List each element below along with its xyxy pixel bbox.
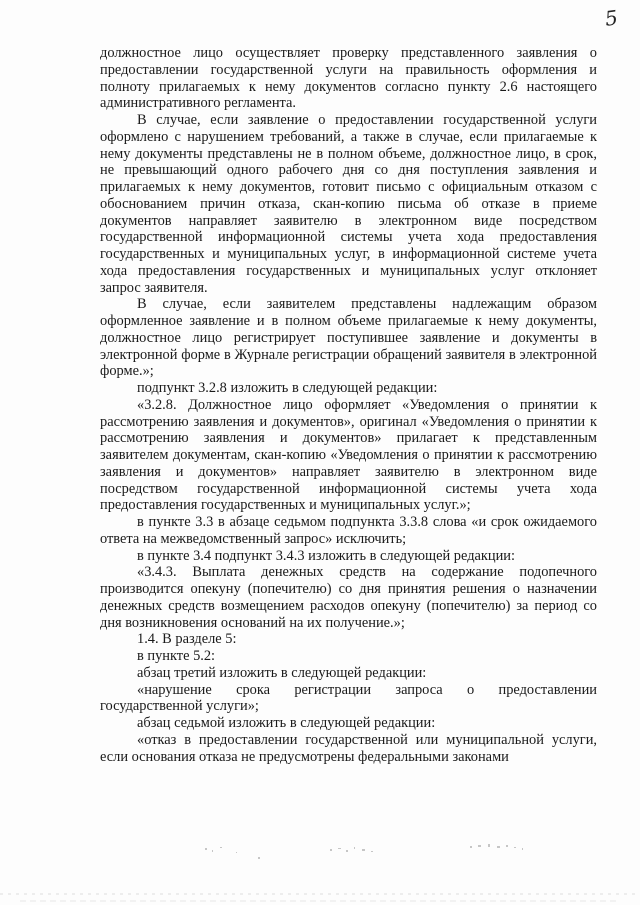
- paragraph: должностное лицо осуществляет проверку представленного заявления о предоставлении государственной услуги на правильность оформления и полноту прилагаемых к нему документов согласно пункту 2.6 настоящего административного регламента.: [100, 45, 597, 112]
- paragraph: в пункте 3.4 подпункт 3.4.3 изложить в следующей редакции:: [137, 547, 516, 564]
- page-number: 5: [603, 5, 620, 31]
- paragraph: 1.4. В разделе 5:: [137, 631, 237, 648]
- paragraph: абзац седьмой изложить в следующей редакции:: [137, 715, 436, 731]
- paragraph: «3.4.3. Выплата денежных средств на содержание подопечного производится опекуну (попечителю) со дня принятия решения о назначении денежных средств возмещением расходов опекуну (попечителю) за период со дня возникновения оснований на их получение.»;: [100, 564, 597, 631]
- paragraph: в пункте 5.2:: [137, 648, 216, 664]
- paragraph: подпункт 3.2.8 изложить в следующей редакции:: [137, 380, 438, 396]
- paragraph: в пункте 3.3 в абзаце седьмом подпункта 3.3.8 слова «и срок ожидаемого ответа на межведомственный запрос» исключить;: [100, 514, 597, 547]
- paragraph: абзац третий изложить в следующей редакции:: [137, 664, 427, 681]
- paragraph: «3.2.8. Должностное лицо оформляет «Уведомления о принятии к рассмотрению заявления и документов», оригинал «Уведомления о принятии к рассмотрению заявления и документов» прилагает к представленным заявителем документам, скан-копию «Уведомления о принятии к рассмотрению заявления и документов» направляет заявителю в электронном виде посредством государственной информационной системы учета хода предоставления государственных и муниципальных услуг.»;: [100, 396, 597, 514]
- scan-noise: [0, 828, 640, 905]
- document-body: [100, 45, 597, 765]
- paragraph: В случае, если заявителем представлены надлежащим образом оформленное заявление и в полном объеме прилагаемые к нему документы, должностное лицо регистрирует поступившее заявление и документы в электронной форме в Журнале регистрации обращений заявителя в электронной форме.»;: [100, 296, 597, 380]
- paragraph: «нарушение срока регистрации запроса о предоставлении государственной услуги»;: [100, 681, 597, 715]
- paragraph: В случае, если заявление о предоставлении государственной услуги оформлено с нарушением требований, а также в случае, если прилагаемые к нему документы представлены не в полном объеме, должностное лицо, в срок, не превышающий одного рабочего дня со дня поступления заявления и прилагаемых к нему документов, готовит письмо с официальным отказом с обоснованием причин отказа, скан-копию письма об отказе в приеме документов направляет заявителю в электронном виде посредством государственной информационной системы учета хода предоставления государственных и муниципальных услуг, в информационной системе учета хода предоставления государственных и муниципальных услуг отклоняет запрос заявителя.: [100, 112, 597, 296]
- paragraph: «отказ в предоставлении государственной или муниципальной услуги, если основания отказа не предусмотрены федеральными законами: [100, 731, 597, 765]
